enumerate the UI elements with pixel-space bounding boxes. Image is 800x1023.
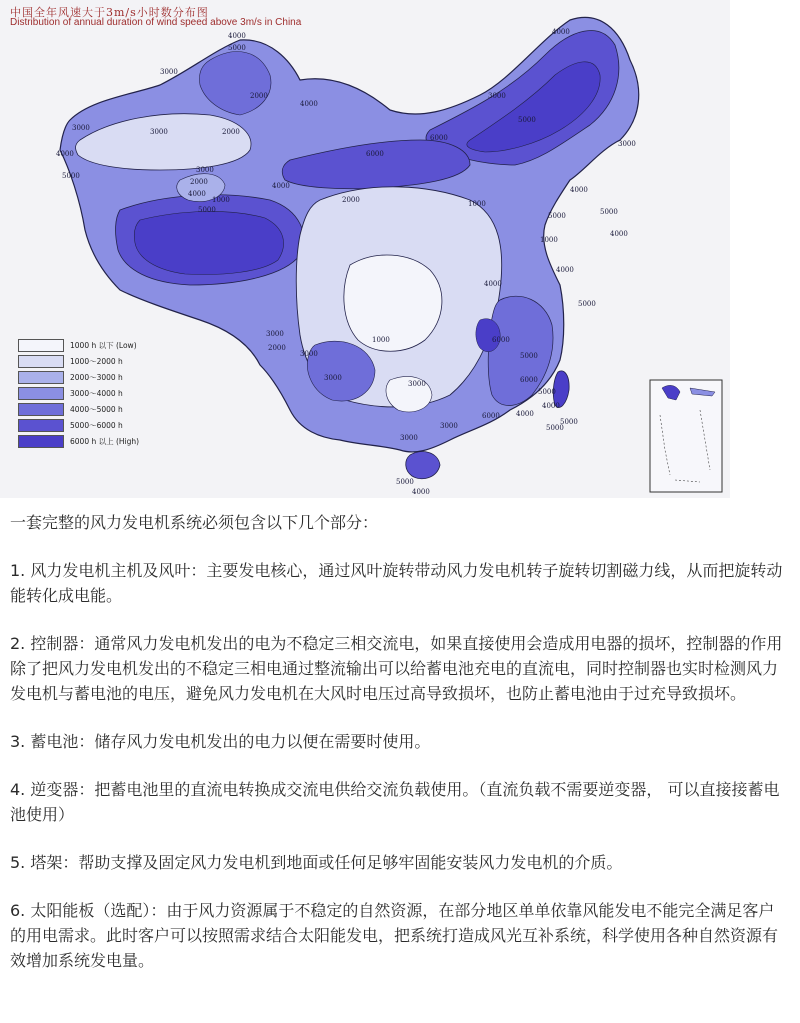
article-item-inverter: 4. 逆变器：把蓄电池里的直流电转换成交流电供给交流负载使用。（直流负载不需要逆变器， 可以直接接蓄电池使用） [10, 780, 780, 824]
contour-label: 3000 [618, 140, 636, 148]
legend-item [18, 386, 238, 400]
contour-label: 4000 [300, 100, 318, 108]
legend-label: 1000 h 以下 (Low) [70, 340, 137, 350]
contour-label: 3000 [408, 380, 426, 388]
contour-label: 4000 [228, 32, 246, 40]
contour-label: 4000 [556, 266, 574, 274]
contour-label: 4000 [56, 150, 74, 158]
legend-item [18, 434, 238, 448]
legend-swatch [18, 355, 64, 368]
article-item-generator: 1. 风力发电机主机及风叶：主要发电核心，通过风叶旋转带动风力发电机转子旋转切割磁力线，从而把旋转动能转化成电能。 [10, 561, 783, 605]
contour-label: 5000 [600, 208, 618, 216]
contour-label: 1000 [540, 236, 558, 244]
contour-label: 3000 [324, 374, 342, 382]
article-item-controller: 2. 控制器：通常风力发电机发出的电为不稳定三相交流电，如果直接使用会造成用电器的损坏，控制器的作用除了把风力发电机发出的不稳定三相电通过整流输出可以给蓄电池充电的直流电，同时控制器也实时检测风力发电机与蓄电池的电压，避免风力发电机在大风时电压过高导致损坏，也防止蓄电池由于过充导致损坏。 [10, 634, 783, 703]
article-item-battery: 3. 蓄电池：储存风力发电机发出的电力以便在需要时使用。 [10, 732, 431, 751]
contour-label: 3000 [400, 434, 418, 442]
contour-label: 5000 [520, 352, 538, 360]
contour-label: 5000 [228, 44, 246, 52]
legend-swatch [18, 387, 64, 400]
contour-label: 2000 [250, 92, 268, 100]
article-item-tower: 5. 塔架：帮助支撑及固定风力发电机到地面或任何足够牢固能安装风力发电机的介质。 [10, 853, 623, 872]
legend-swatch [18, 419, 64, 432]
article-item-solar-panel: 6. 太阳能板（选配）：由于风力资源属于不稳定的自然资源，在部分地区单单依靠风能发电不能完全满足客户的用电需求。此时客户可以按照需求结合太阳能发电，把系统打造成风光互补系统，科学使用各种自然资源有效增加系统发电量。 [10, 901, 779, 970]
article-intro: 一套完整的风力发电机系统必须包含以下几个部分： [10, 513, 379, 532]
legend-label: 2000～3000 h [70, 372, 123, 382]
contour-label: 3000 [72, 124, 90, 132]
legend-item [18, 418, 238, 432]
contour-label: 5000 [538, 388, 556, 396]
contour-label: 4000 [516, 410, 534, 418]
contour-label: 4000 [610, 230, 628, 238]
legend-item [18, 370, 238, 384]
south-china-sea-inset [650, 380, 722, 492]
contour-label: 5000 [396, 478, 414, 486]
contour-label: 2000 [222, 128, 240, 136]
legend-label: 6000 h 以上 (High) [70, 436, 140, 446]
legend-swatch [18, 403, 64, 416]
contour-label: 5000 [62, 172, 80, 180]
contour-label: 4000 [552, 28, 570, 36]
legend-label: 1000～2000 h [70, 356, 123, 366]
legend-item [18, 402, 238, 416]
contour-label: 4000 [484, 280, 502, 288]
contour-label: 5000 [518, 116, 536, 124]
contour-label: 2000 [342, 196, 360, 204]
contour-label: 3000 [150, 128, 168, 136]
contour-label: 5000 [198, 206, 216, 214]
contour-label: 5000 [578, 300, 596, 308]
contour-label: 5000 [546, 424, 564, 432]
legend-swatch [18, 435, 64, 448]
legend-swatch [18, 371, 64, 384]
contour-label: 3000 [196, 166, 214, 174]
contour-label: 6000 [482, 412, 500, 420]
contour-label: 4000 [570, 186, 588, 194]
contour-label: 3000 [440, 422, 458, 430]
contour-label: 2000 [268, 344, 286, 352]
contour-label: 5000 [560, 418, 578, 426]
legend-label: 4000～5000 h [70, 404, 123, 414]
legend-item [18, 338, 238, 352]
legend-swatch [18, 339, 64, 352]
map-title-en: Distribution of annual duration of wind speed above 3m/s in China [10, 17, 302, 28]
wind-duration-map [0, 0, 730, 498]
contour-label: 3000 [300, 350, 318, 358]
contour-label: 4000 [542, 402, 560, 410]
contour-label: 6000 [520, 376, 538, 384]
map-title-cn: 中国全年风速大于3m/s小时数分布图 [10, 6, 209, 19]
contour-label: 3000 [488, 92, 506, 100]
contour-label: 1000 [372, 336, 390, 344]
contour-label: 4000 [412, 488, 430, 496]
contour-label: 3000 [266, 330, 284, 338]
contour-label: 6000 [366, 150, 384, 158]
legend-item [18, 354, 238, 368]
contour-label: 1000 [468, 200, 486, 208]
contour-label: 6000 [492, 336, 510, 344]
contour-label: 6000 [430, 134, 448, 142]
legend-label: 3000～4000 h [70, 388, 123, 398]
map-legend [18, 338, 238, 450]
contour-label: 5000 [548, 212, 566, 220]
contour-label: 4000 [188, 190, 206, 198]
article-body [10, 510, 790, 996]
contour-label: 2000 [190, 178, 208, 186]
legend-label: 5000～6000 h [70, 420, 123, 430]
contour-label: 3000 [160, 68, 178, 76]
contour-label: 4000 [272, 182, 290, 190]
contour-label: 1000 [212, 196, 230, 204]
